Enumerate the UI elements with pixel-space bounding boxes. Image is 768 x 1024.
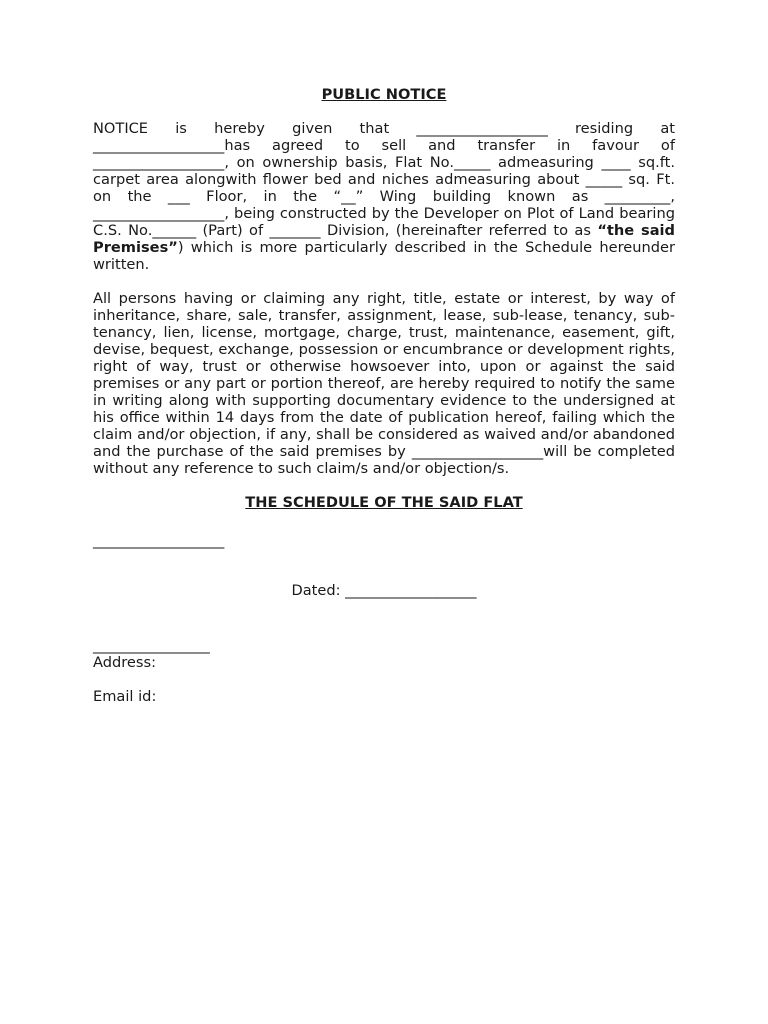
schedule-title: THE SCHEDULE OF THE SAID FLAT xyxy=(245,494,523,511)
said-premises-term: “the said Premises” xyxy=(93,222,675,256)
document-page xyxy=(93,86,675,705)
notice-paragraph-2: All persons having or claiming any right, title, estate or interest, by way of inheritance, share, sale, transfer, assignment, lease, sub-lease, tenancy, sub-tenancy, lien, license, mortgage, charge, trust, maintenance, easement, gift, devise, bequest, exchange, possession or encumbrance or development rights, right of way, trust or otherwise howsoever into, upon or against the said premises or any part or portion thereof, are hereby required to notify the same in writing along with supporting documentary evidence to the undersigned at his office within 14 days from the date of publication hereof, failing which the claim and/or objection, if any, shall be considered as waived and/or abandoned and the purchase of the said premises by __________________will be completed without any reference to such claim/s and/or objection/s. xyxy=(93,290,675,477)
notice-paragraph-1-tail: ) which is more particularly described in the Schedule hereunder written. xyxy=(93,239,675,273)
notice-paragraph-1-text: NOTICE is hereby given that __________________ residing at __________________has agreed to sell and transfer in favour of __________________, on ownership basis, Flat No._____ admeasuring ____ sq.ft. carpet area alongwith flower bed and niches admeasuring about _____ sq. Ft. on the ___ Floor, in the “__” Wing building known as _________, __________________, being constructed by the Developer on Plot of Land bearing C.S. No.______ (Part) of _______ Division, (hereinafter referred to as xyxy=(93,120,675,239)
email-label: Email id: xyxy=(93,688,157,705)
signature-blank-line: ________________ xyxy=(93,637,210,654)
address-label: Address: xyxy=(93,654,157,671)
notice-paragraph-1 xyxy=(93,120,675,273)
dated-field: Dated: __________________ xyxy=(291,582,477,599)
notice-title: PUBLIC NOTICE xyxy=(321,86,447,103)
schedule-blank-line: __________________ xyxy=(93,532,225,549)
